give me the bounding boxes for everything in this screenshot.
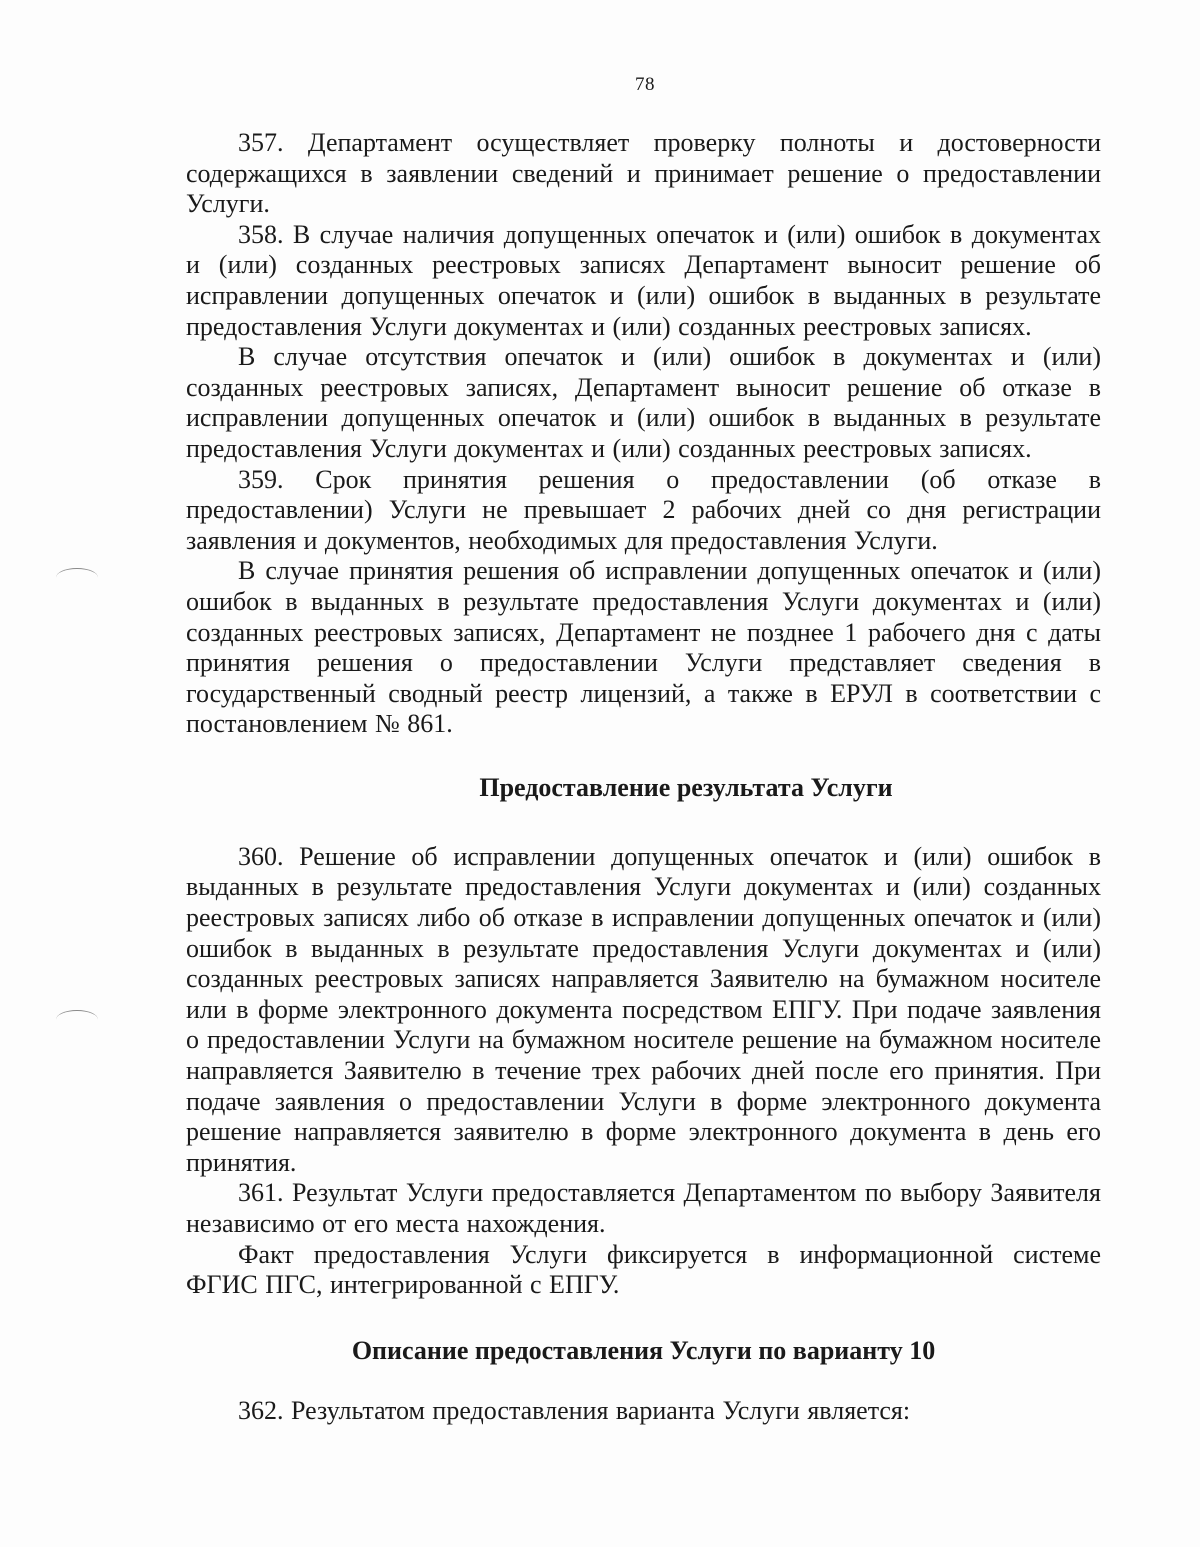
punch-hole-mark: [56, 568, 98, 587]
paragraph-359-cont: В случае принятия решения об исправлении допущенных опечаток и (или) ошибок в выданных в результате предоставления Услуги документах и (или) созданных реестровых записях, Департамент не позднее 1 рабочего дня с даты принятия решения о предоставлении Услуги представляет сведения в государственный сводный реестр лицензий, а также в ЕРУЛ в соответствии с постановлением № 861.: [186, 556, 1101, 739]
paragraph-360: 360. Решение об исправлении допущенных опечаток и (или) ошибок в выданных в результате предоставления Услуги документах и (или) созданных реестровых записях либо об отказе в исправлении допущенных опечаток и (или) ошибок в выданных в результате предоставления Услуги документах и (или) созданных реестровых записях направляется Заявителю на бумажном носителе или в форме электронного документа посредством ЕПГУ. При подаче заявления о предоставлении Услуги на бумажном носителе решение на бумажном носителе направляется Заявителю в течение трех рабочих дней после его принятия. При подаче заявления о предоставлении Услуги в форме электронного документа решение направляется заявителю в форме электронного документа в день его принятия.: [186, 841, 1101, 1177]
document-body: [186, 128, 1101, 1426]
paragraph-359: 359. Срок принятия решения о предоставлении (об отказе в предоставлении) Услуги не превышает 2 рабочих дней со дня регистрации заявления и документов, необходимых для предоставления Услуги.: [186, 464, 1101, 555]
punch-hole-mark: [56, 1010, 98, 1029]
paragraph-358-cont: В случае отсутствия опечаток и (или) ошибок в документах и (или) созданных реестровых записях, Департамент выносит решение об отказе в исправлении допущенных опечаток и (или) ошибок в выданных в результате предоставления Услуги документах и (или) созданных реестровых записях.: [186, 342, 1101, 463]
paragraph-358: 358. В случае наличия допущенных опечаток и (или) ошибок в документах и (или) созданных реестровых записях Департамент выносит решение об исправлении допущенных опечаток и (или) ошибок в выданных в результате предоставления Услуги документах и (или) созданных реестровых записях.: [186, 219, 1101, 341]
paragraph-361: 361. Результат Услуги предоставляется Департаментом по выбору Заявителя независимо от его места нахождения.: [186, 1178, 1101, 1238]
paragraph-361-cont: Факт предоставления Услуги фиксируется в информационной системе ФГИС ПГС, интегрированной с ЕПГУ.: [186, 1239, 1101, 1300]
page-number: 78: [635, 74, 655, 95]
paragraph-357: 357. Департамент осуществляет проверку полноты и достоверности содержащихся в заявлении сведений и принимает решение о предоставлении Услуги.: [186, 128, 1101, 219]
section-heading-variant-10: Описание предоставления Услуги по варианту 10: [351, 1335, 936, 1365]
paragraph-362: 362. Результатом предоставления варианта Услуги является:: [238, 1395, 911, 1425]
section-heading-result: Предоставление результата Услуги: [479, 772, 893, 802]
